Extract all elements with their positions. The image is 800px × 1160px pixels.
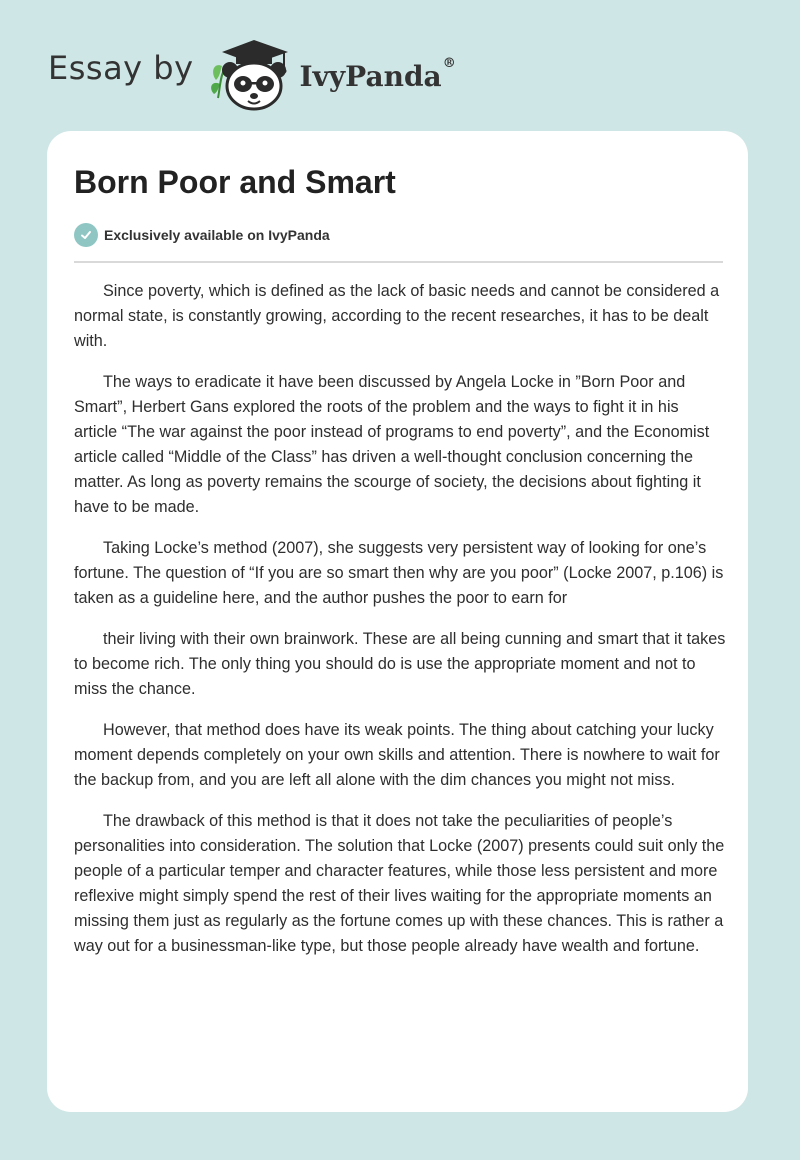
brand-name [299, 55, 456, 93]
check-circle-icon [74, 223, 98, 247]
essay-body [74, 279, 726, 975]
essay-card [47, 131, 748, 1112]
paragraph: The drawback of this method is that it does not take the peculiarities of people’s personalities into consideration. The solution that Locke (2007) presents could suit only the people of a particular temper and character features, while those less persistent and more reflexive might simply spend the rest of their lives waiting for the appropriate moments an missing them just as regularly as the fortune comes up with these chances. This is rather a way out for a businessman-like type, but those people already have wealth and fortune. [74, 812, 725, 955]
paragraph: However, that method does have its weak points. The thing about catching your lucky moment depends completely on your own skills and attention. There is nowhere to wait for the backup from, and you are left all alone with the dim chances you might not miss. [74, 721, 720, 789]
exclusive-badge [74, 223, 330, 247]
paragraph: their living with their own brainwork. These are all being cunning and smart that it takes to become rich. The only thing you should do is use the appropriate moment and not to miss the chance. [74, 630, 726, 698]
panda-graduate-icon [208, 36, 294, 112]
registered-mark: ® [442, 55, 456, 71]
divider [74, 261, 723, 263]
essay-by-label: Essay by [48, 49, 194, 87]
brand-text: IvyPanda [299, 59, 442, 93]
paragraph: Taking Locke’s method (2007), she suggests very persistent way of looking for one’s fortune. The question of “If you are so smart then why are you poor” (Locke 2007, p.106) is taken as a guideline here, and the author pushes the poor to earn for [74, 539, 724, 607]
paragraph: The ways to eradicate it have been discussed by Angela Locke in ”Born Poor and Smart”, Herbert Gans explored the roots of the problem and the ways to fight it in his article “The war against the poor instead of programs to end poverty”, and the Economist article called “Middle of the Class” has driven a well-thought conclusion concerning the matter. As long as poverty remains the scourge of society, the decisions about fighting it have to be made. [74, 373, 710, 516]
exclusive-label: Exclusively available on IvyPanda [104, 227, 330, 243]
paragraph: Since poverty, which is defined as the lack of basic needs and cannot be considered a normal state, is constantly growing, according to the recent researches, it has to be dealt with. [74, 282, 720, 350]
site-header [48, 34, 456, 114]
essay-title: Born Poor and Smart [74, 164, 396, 200]
